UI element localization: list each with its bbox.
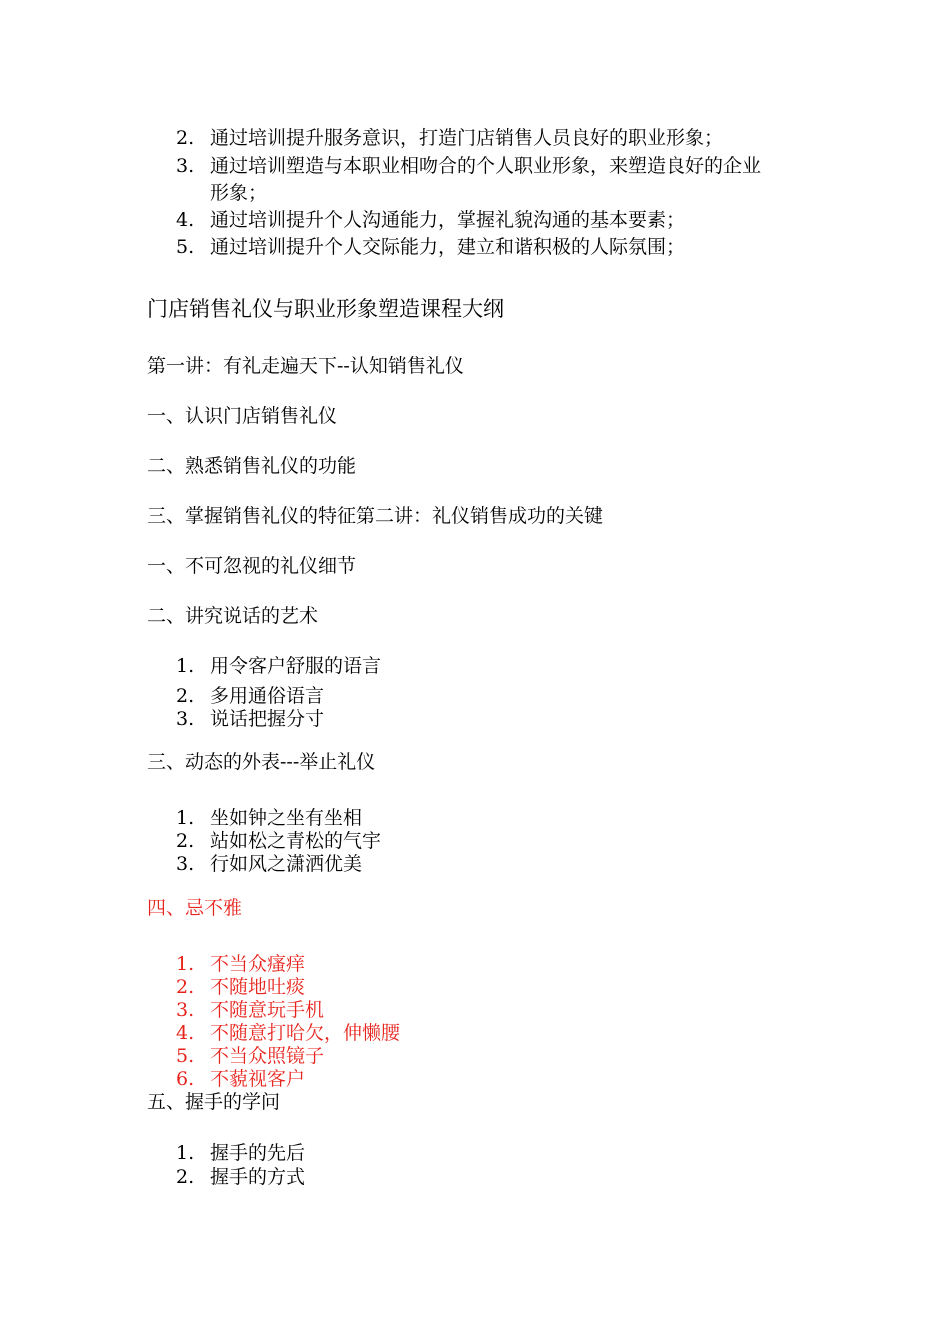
list-number: 1. [176, 655, 195, 677]
list-number: 3. [176, 708, 195, 730]
list-number: 2. [176, 685, 195, 707]
list-text: 站如松之青松的气宇 [210, 830, 382, 852]
list-text: 形象； [210, 182, 268, 204]
section-heading: 二、熟悉销售礼仪的功能 [147, 455, 357, 477]
list-text: 通过培训塑造与本职业相吻合的个人职业形象，来塑造良好的企业 [210, 155, 762, 177]
list-text: 说话把握分寸 [210, 708, 325, 730]
list-number: 5. [176, 1045, 195, 1067]
section-heading: 一、认识门店销售礼仪 [147, 405, 338, 427]
list-text: 行如风之潇洒优美 [210, 853, 363, 875]
list-number: 3. [176, 853, 195, 875]
list-text: 握手的方式 [210, 1166, 306, 1188]
list-number: 2. [176, 976, 195, 998]
list-number: 2. [176, 830, 195, 852]
list-text: 不当众瘙痒 [210, 953, 306, 975]
list-text: 通过培训提升个人交际能力，建立和谐积极的人际氛围； [210, 236, 686, 258]
list-number: 3. [176, 999, 195, 1021]
list-number: 1. [176, 953, 195, 975]
list-text: 不随意玩手机 [210, 999, 325, 1021]
list-text: 不随地吐痰 [210, 976, 306, 998]
list-text: 不随意打哈欠，伸懒腰 [210, 1022, 401, 1044]
list-text: 多用通俗语言 [210, 685, 325, 707]
list-number: 1. [176, 807, 195, 829]
list-text: 坐如钟之坐有坐相 [210, 807, 363, 829]
list-number: 1. [176, 1142, 195, 1164]
lecture-heading: 第一讲：有礼走遍天下--认知销售礼仪 [147, 355, 464, 377]
section-heading: 二、讲究说话的艺术 [147, 605, 319, 627]
list-number: 2. [176, 127, 195, 149]
list-text: 通过培训提升服务意识，打造门店销售人员良好的职业形象； [210, 127, 724, 149]
list-number: 6. [176, 1068, 195, 1090]
section-heading: 五、握手的学问 [147, 1091, 281, 1113]
list-number: 4. [176, 1022, 195, 1044]
list-number: 4. [176, 209, 195, 231]
section-heading: 一、不可忽视的礼仪细节 [147, 555, 357, 577]
list-number: 5. [176, 236, 195, 258]
outline-title: 门店销售礼仪与职业形象塑造课程大纲 [147, 297, 504, 321]
section-heading: 三、动态的外表---举止礼仪 [147, 751, 376, 773]
list-text: 通过培训提升个人沟通能力，掌握礼貌沟通的基本要素； [210, 209, 686, 231]
list-text: 不藐视客户 [210, 1068, 306, 1090]
list-number: 3. [176, 155, 195, 177]
section-heading-highlighted: 四、忌不雅 [147, 897, 243, 919]
list-text: 用令客户舒服的语言 [210, 655, 382, 677]
list-text: 握手的先后 [210, 1142, 306, 1164]
list-text: 不当众照镜子 [210, 1045, 325, 1067]
list-number: 2. [176, 1166, 195, 1188]
section-heading: 三、掌握销售礼仪的特征第二讲：礼仪销售成功的关键 [147, 505, 604, 527]
